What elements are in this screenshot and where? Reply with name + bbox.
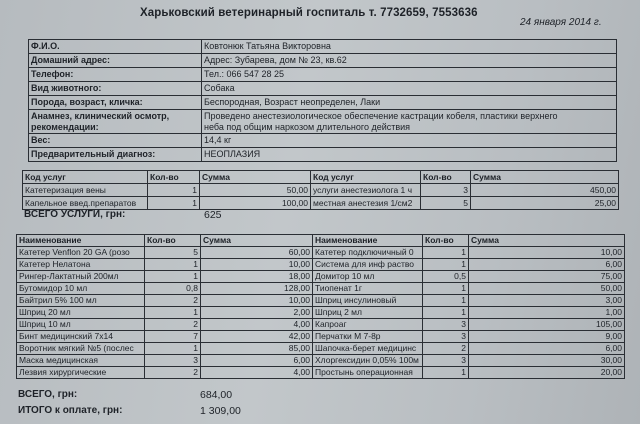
table-cell: 9,00 [469,331,625,343]
column-header: Кол-во [148,171,200,184]
column-header: Сумма [469,235,625,247]
info-value: Ковтонюк Татьяна Викторовна [202,40,617,54]
table-row [17,283,625,295]
column-header: Код услуг [23,171,148,184]
table-cell: 2,00 [201,307,313,319]
info-label: Предварительный диагноз: [29,148,202,162]
column-header: Кол-во [145,235,201,247]
table-cell: 6,00 [469,343,625,355]
info-value: Тел.: 066 547 28 25 [202,68,617,82]
table-cell: 1 [145,271,201,283]
table-cell: 3 [423,319,469,331]
info-label-line1: Анамнез, клинический осмотр, [31,111,170,122]
table-row [17,271,625,283]
table-cell: 105,00 [469,319,625,331]
materials-body [17,247,625,379]
info-value [202,110,617,134]
table-cell: Бутомидор 10 мл [17,283,145,295]
services-total-value: 625 [204,209,222,221]
table-cell: 10,00 [201,259,313,271]
info-value: 14,4 кг [202,134,617,148]
info-row [29,40,617,54]
table-cell: Домитор 10 мл [313,271,423,283]
services-total-label: ВСЕГО УСЛУГИ, грн: [24,209,126,220]
table-cell: 1 [145,343,201,355]
table-cell: 1 [423,247,469,259]
table-row [23,184,619,197]
table-cell: Тиопенат 1г [313,283,423,295]
table-cell: 50,00 [200,184,311,197]
table-row [17,295,625,307]
table-cell: 2 [423,343,469,355]
column-header: Код услуг [311,171,421,184]
table-row [17,367,625,379]
info-label: Домашний адрес: [29,54,202,68]
table-row [17,319,625,331]
table-cell: 6,00 [469,259,625,271]
info-row [29,82,617,96]
table-cell: 1 [423,307,469,319]
info-row [29,148,617,162]
table-cell: Байтрил 5% 100 мл [17,295,145,307]
table-cell: 5 [421,197,471,210]
table-cell: 3 [423,331,469,343]
table-row [17,259,625,271]
table-cell: 4,00 [201,367,313,379]
services-table [22,170,619,210]
table-cell: 30,00 [469,355,625,367]
table-cell: 42,00 [201,331,313,343]
table-cell: Простынь операционная [313,367,423,379]
column-header: Сумма [201,235,313,247]
table-cell: 3,00 [469,295,625,307]
table-cell: 0,8 [145,283,201,295]
table-cell: Система для инф раство [313,259,423,271]
table-cell: 100,00 [200,197,311,210]
table-cell: 50,00 [469,283,625,295]
info-row [29,68,617,82]
info-row [29,134,617,148]
table-row [17,355,625,367]
table-cell: 85,00 [201,343,313,355]
table-cell: Бинт медицинский 7х14 [17,331,145,343]
table-cell: Рингер-Лактатный 200мл [17,271,145,283]
table-cell: 1 [423,259,469,271]
info-label: Вес: [29,134,202,148]
table-cell: 4,00 [201,319,313,331]
table-cell: 5 [145,247,201,259]
table-cell: 3 [423,355,469,367]
table-cell: Капельное введ.препаратов [23,197,148,210]
table-cell: Катетер Нелатона [17,259,145,271]
info-value: Беспородная, Возраст неопределен, Лаки [202,96,617,110]
table-cell: 1 [148,197,200,210]
table-cell: 25,00 [471,197,619,210]
column-header: Сумма [471,171,619,184]
table-cell: 7 [145,331,201,343]
column-header: Кол-во [421,171,471,184]
table-cell: 1 [145,259,201,271]
table-cell: 0,5 [423,271,469,283]
info-label [29,110,202,134]
table-cell: Шапочка-берет медицинс [313,343,423,355]
table-cell: Капроаг [313,319,423,331]
table-cell: Шприц 10 мл [17,319,145,331]
table-row [17,331,625,343]
table-cell: 75,00 [469,271,625,283]
table-cell: Воротник мягкий №5 (послес [17,343,145,355]
info-label: Ф.И.О. [29,40,202,54]
table-cell: 6,00 [201,355,313,367]
table-cell: местная анестезия 1/см2 [311,197,421,210]
info-row [29,96,617,110]
info-value: НЕОПЛАЗИЯ [202,148,617,162]
info-value-line2: неба под общим наркозом длительного действия [204,121,411,132]
patient-info-table [28,39,617,162]
materials-header-row [17,235,625,247]
info-value-line1: Проведено анестезиологическое обеспечение кастрации кобеля, пластики верхнего [204,111,558,122]
document-title: Харьковский ветеринарный госпиталь т. 7732659, 7553636 [140,7,478,19]
table-cell: Катетеризация вены [23,184,148,197]
info-label-line2: рекомендации: [31,121,99,132]
column-header: Наименование [17,235,145,247]
table-row [17,247,625,259]
table-row [17,343,625,355]
materials-table [16,234,625,379]
info-label: Телефон: [29,68,202,82]
table-cell: 1 [145,307,201,319]
column-header: Наименование [313,235,423,247]
column-header: Кол-во [423,235,469,247]
table-cell: 18,00 [201,271,313,283]
table-row [23,197,619,210]
table-cell: 3 [145,355,201,367]
table-cell: 10,00 [469,247,625,259]
table-cell: 1 [423,367,469,379]
column-header: Сумма [200,171,311,184]
info-label: Вид животного: [29,82,202,96]
table-cell: Маска медицинская [17,355,145,367]
table-cell: 60,00 [201,247,313,259]
table-cell: 1 [423,295,469,307]
grand-total-label: ИТОГО к оплате, грн: [18,405,123,416]
table-cell: 2 [145,367,201,379]
info-label: Порода, возраст, кличка: [29,96,202,110]
table-cell: Лезвия хирургические [17,367,145,379]
document-date: 24 января 2014 г. [520,17,602,28]
info-row [29,54,617,68]
table-cell: Перчатки М 7-8р [313,331,423,343]
grand-total-value: 1 309,00 [200,405,241,417]
table-cell: Хлоргексидин 0,05% 100м [313,355,423,367]
table-cell: 20,00 [469,367,625,379]
table-cell: Шприц инсулиновый [313,295,423,307]
table-cell: 2 [145,295,201,307]
table-cell: Шприц 20 мл [17,307,145,319]
materials-total-value: 684,00 [200,389,233,401]
table-cell: 450,00 [471,184,619,197]
table-cell: 10,00 [201,295,313,307]
table-row [17,307,625,319]
table-cell: 1 [148,184,200,197]
info-row [29,110,617,134]
info-value: Адрес: Зубарева, дом № 23, кв.62 [202,54,617,68]
table-cell: 2 [145,319,201,331]
table-cell: Катетер подключичный 0 [313,247,423,259]
services-header-row [23,171,619,184]
info-value: Собака [202,82,617,96]
table-cell: услуги анестезиолога 1 ч [311,184,421,197]
table-cell: Катетер Venflon 20 GA (розо [17,247,145,259]
materials-total-label: ВСЕГО, грн: [18,389,78,400]
table-cell: 3 [421,184,471,197]
table-cell: Шприц 2 мл [313,307,423,319]
table-cell: 128,00 [201,283,313,295]
table-cell: 1,00 [469,307,625,319]
table-cell: 1 [423,283,469,295]
